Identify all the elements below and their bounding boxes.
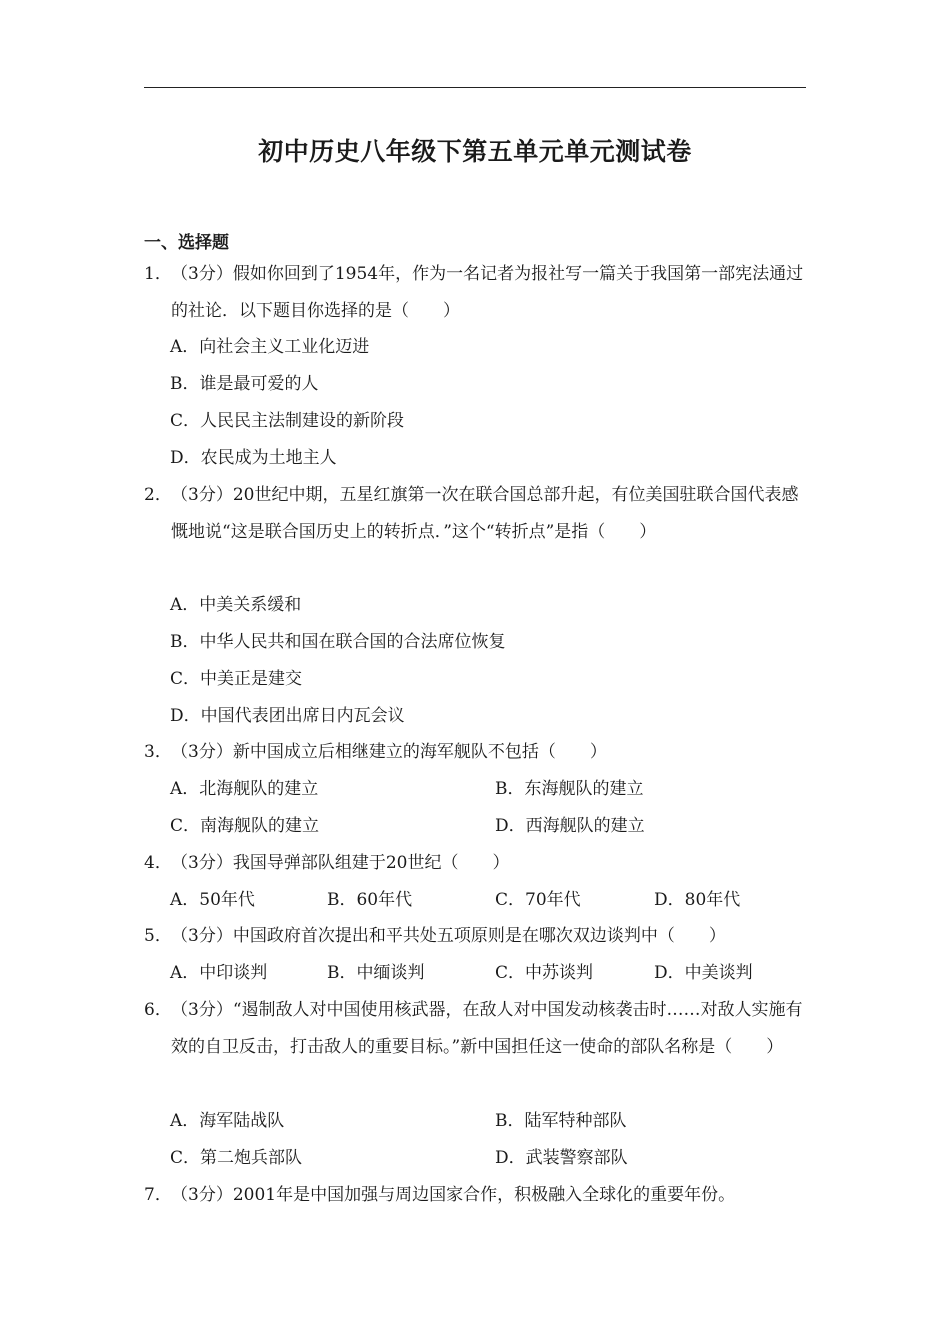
option-a: A．中美关系缓和 <box>170 595 302 615</box>
question-number: 7． <box>144 1185 172 1205</box>
option-b: B．谁是最可爱的人 <box>170 374 319 394</box>
question-number: 1． <box>144 264 172 284</box>
option-b: B．60年代 <box>327 890 413 910</box>
question-stem: （3分）“遏制敌人对中国使用核武器，在敌人对中国发动核袭击时……对敌人实施有效的自卫反击，打击敌人的重要目标。”新中国担任这一使命的部队名称是（ ） <box>171 1000 803 1057</box>
header-rule <box>144 87 806 88</box>
option-a: A．50年代 <box>170 890 255 910</box>
question-stem: （3分）新中国成立后相继建立的海军舰队不包括（ ） <box>171 742 607 762</box>
question-5 <box>144 918 814 955</box>
option-d: D．中美谈判 <box>654 963 753 983</box>
section-heading: 一、选择题 <box>144 233 229 253</box>
option-d: D．武装警察部队 <box>495 1148 628 1168</box>
question-3 <box>144 734 814 771</box>
question-number: 6． <box>144 1000 172 1020</box>
exam-title: 初中历史八年级下第五单元单元测试卷 <box>258 137 692 166</box>
option-b: B．东海舰队的建立 <box>495 779 644 799</box>
option-a: A．向社会主义工业化迈进 <box>170 337 370 357</box>
question-7 <box>144 1177 814 1214</box>
option-d: D．西海舰队的建立 <box>495 816 645 836</box>
question-6 <box>144 992 814 1066</box>
question-number: 3． <box>144 742 172 762</box>
option-d: D．中国代表团出席日内瓦会议 <box>170 706 405 726</box>
option-b: B．中华人民共和国在联合国的合法席位恢复 <box>170 632 506 652</box>
option-a: A．中印谈判 <box>170 963 268 983</box>
option-c: C．中美正是建交 <box>170 669 303 689</box>
option-b: B．中缅谈判 <box>327 963 425 983</box>
question-stem: （3分）我国导弹部队组建于20世纪（ ） <box>171 853 510 873</box>
option-a: A．北海舰队的建立 <box>170 779 319 799</box>
option-b: B．陆军特种部队 <box>495 1111 627 1131</box>
question-1 <box>144 256 814 330</box>
option-c: C．人民民主法制建设的新阶段 <box>170 411 405 431</box>
question-number: 5． <box>144 926 172 946</box>
question-number: 4． <box>144 853 172 873</box>
option-c: C．70年代 <box>495 890 581 910</box>
question-stem: （3分）2001年是中国加强与周边国家合作，积极融入全球化的重要年份。 <box>171 1185 736 1205</box>
question-stem: （3分）中国政府首次提出和平共处五项原则是在哪次双边谈判中（ ） <box>171 926 726 946</box>
option-a: A．海军陆战队 <box>170 1111 285 1131</box>
option-c: C．中苏谈判 <box>495 963 594 983</box>
option-d: D．80年代 <box>654 890 741 910</box>
option-c: C．第二炮兵部队 <box>170 1148 303 1168</box>
question-2 <box>144 477 814 551</box>
option-c: C．南海舰队的建立 <box>170 816 320 836</box>
question-4 <box>144 845 814 882</box>
option-d: D．农民成为土地主人 <box>170 448 337 468</box>
question-stem: （3分）假如你回到了1954年，作为一名记者为报社写一篇关于我国第一部宪法通过的社论．以下题目你选择的是（ ） <box>171 264 804 321</box>
question-number: 2． <box>144 485 172 505</box>
question-stem: （3分）20世纪中期，五星红旗第一次在联合国总部升起，有位美国驻联合国代表感慨地说“这是联合国历史上的转折点．”这个“转折点”是指（ ） <box>171 485 799 542</box>
